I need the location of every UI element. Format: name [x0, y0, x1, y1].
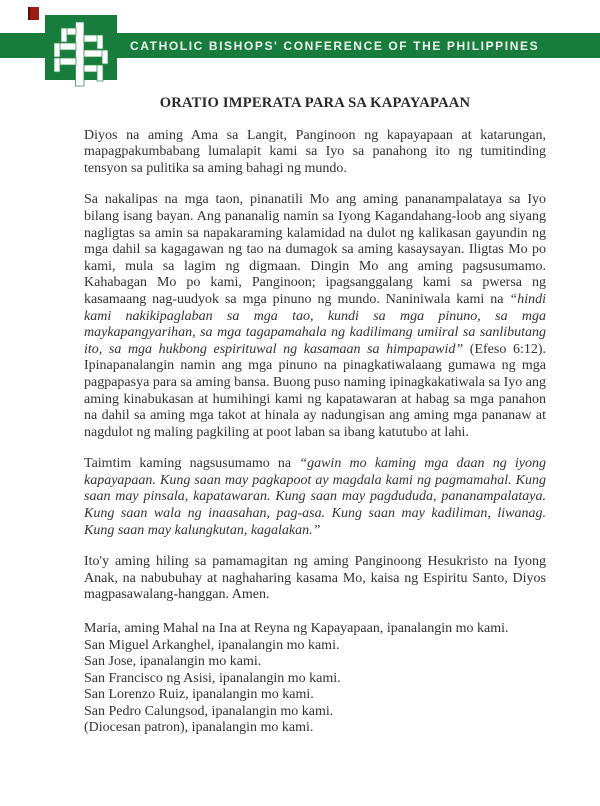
litany-item: San Pedro Calungsod, ipanalangin mo kami. [84, 703, 334, 719]
banner-title: CATHOLIC BISHOPS' CONFERENCE OF THE PHILIPPINES [130, 39, 540, 53]
peace-prayer-pre: Taimtim kaming nagsusumamo na [84, 456, 300, 472]
petition-text-post: (Efeso 6:12). Ipinapanalangin namin ang mga pinuno na pinagkatiwalaang gumawa ng mga pagpapasya para sa aming bansa. Buong puso naming ipinagkakatiwala sa Iyo ang aming kinabukasan at humihingi kami ng kapatawaran at habag sa mga panahon na dahil sa aming mga takot at hinala ay nadungisan ang aming mga pananaw at nagdulot ng maling pagkiling at poot laban sa ibang katutubo at lahi. [84, 341, 546, 440]
litany-item: San Jose, ipanalangin mo kami. [84, 654, 262, 670]
scan-red-mark [28, 7, 39, 20]
litany-item: San Francisco ng Asisi, ipanalangin mo kami. [84, 670, 341, 686]
peace-prayer-quote: “gawin mo kaming mga daan ng iyong kapayapaan. Kung saan may pagkapoot ay magdala kami ng pagmamahal. Kung saan may pinsala, kapatawaran. Kung saan may pagdududa, pananampalataya. Kung saan wala ng inaasahan, pag-asa. Kung saan may kadiliman, liwanag. Kung saan may kalungkutan, kagalakan.” [84, 456, 546, 538]
paragraph-petition [84, 192, 546, 441]
paragraph-opening [84, 128, 546, 178]
litany-item: San Lorenzo Ruiz, ipanalangin mo kami. [84, 687, 314, 703]
doxology-text: Ito'y aming hiling sa pamamagitan ng aming Panginoong Hesukristo na Iyong Anak, na nabubuhay at naghaharing kasama Mo, kaisa ng Espiritu Santo, Diyos magpasawalang-hanggan. Amen. [84, 554, 546, 603]
litany-item: (Diocesan patron), ipanalangin mo kami. [84, 720, 314, 736]
petition-text-pre: Sa nakalipas na mga taon, pinanatili Mo ang aming pananampalataya sa Iyo bilang isang bayan. Ang pananalig namin sa Iyong Kagandahang-loob ang siyang nagligtas sa amin sa napakaraming kalamidad na dulot ng kalikasan gayundin ng mga dahil sa kagagawan ng tao na dumagok sa aming kasaysayan. Iligtas Mo po kami, mula sa lagim ng digmaan. Dingin Mo ang aming pagsusumamo. Kahabagan Mo po kami, Panginoon; ipagsanggalang kami sa pwersa ng kasamaang nag-uudyok sa mga pinuno ng mundo. Naniniwala kami na [84, 192, 546, 307]
cbcp-logo-icon [45, 15, 117, 93]
litany-list [84, 621, 546, 737]
scripture-quote: “hindi kami nakikipaglaban sa mga tao, kundi sa mga pinuno, sa mga maykapangyarihan, sa mga tagapamahala ng kadilimang umiiral sa sanlibutang ito, sa mga hukbong espirituwal ng kasamaan sa himpapawid” [84, 291, 546, 357]
paragraph-opening-text: Diyos na aming Ama sa Langit, Panginoon ng kapayapaan at katarungan, mapagpakumbabang lumalapit kami sa Iyo sa panahong ito ng tumitinding tensyon sa pulitika sa aming bahagi ng mundo. [84, 127, 546, 176]
paragraph-peace-prayer [84, 456, 546, 539]
paragraph-doxology [84, 554, 546, 604]
litany-item: Maria, aming Mahal na Ina at Reyna ng Kapayapaan, ipanalangin mo kami. [84, 621, 509, 637]
prayer-document [84, 95, 546, 737]
litany-item: San Miguel Arkanghel, ipanalangin mo kami. [84, 637, 340, 653]
page-title: ORATIO IMPERATA PARA SA KAPAYAPAAN [159, 95, 471, 111]
